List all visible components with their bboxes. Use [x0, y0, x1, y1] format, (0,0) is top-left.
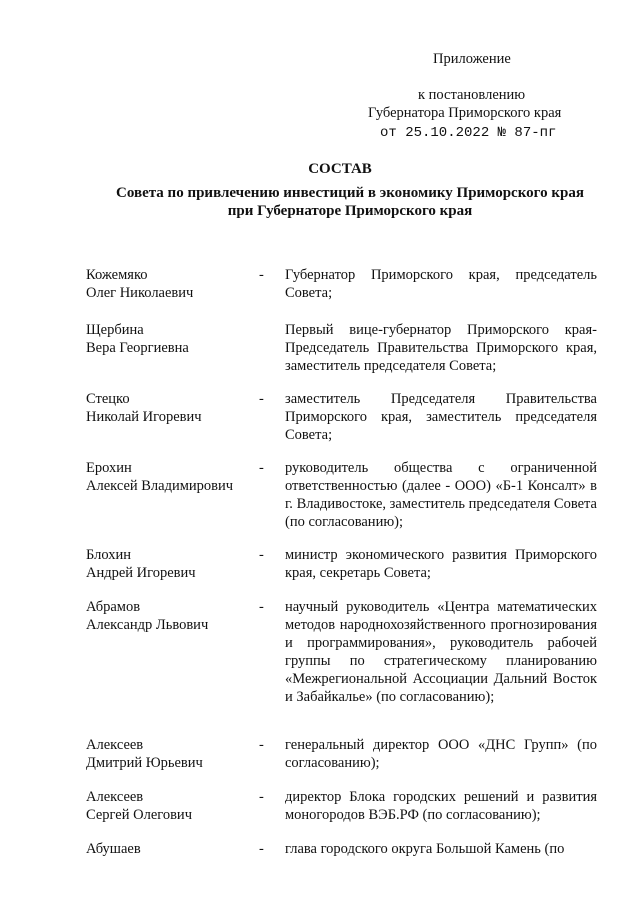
member-name: [86, 321, 256, 357]
member-role: заместитель Председателя Правительства Приморского края, заместитель председателя Совета;: [285, 391, 597, 443]
appendix-resolution: к постановлению: [418, 87, 526, 103]
member-dash: -: [259, 391, 264, 407]
member-role: генеральный директор ООО «ДНС Групп» (по согласованию);: [285, 737, 597, 771]
member-dash: -: [259, 737, 264, 753]
member-name: [86, 598, 256, 634]
member-role: Первый вице-губернатор Приморского края-Председатель Правительства Приморского края, заместитель председателя Совета;: [285, 322, 597, 374]
member-given-name: Александр Львович: [86, 617, 209, 633]
member-dash: -: [259, 267, 264, 283]
member-role: глава городского округа Большой Камень (по: [285, 841, 565, 857]
appendix-date-number: от 25.10.2022 № 87-пг: [380, 125, 557, 141]
appendix-governor: Губернатора Приморского края: [368, 105, 562, 121]
member-surname: Блохин: [86, 547, 132, 563]
document-heading: [0, 160, 640, 220]
member-given-name: Вера Георгиевна: [86, 340, 189, 356]
member-surname: Щербина: [86, 322, 144, 338]
member-surname: Кожемяко: [86, 267, 148, 283]
member-name: [86, 459, 256, 495]
member-name: [86, 788, 256, 824]
member-role: директор Блока городских решений и развития моногородов ВЭБ.РФ (по согласованию);: [285, 789, 597, 823]
member-surname: Стецко: [86, 391, 130, 407]
member-surname: Алексеев: [86, 789, 144, 805]
member-surname: Ерохин: [86, 460, 132, 476]
member-name: [86, 390, 256, 426]
member-name: [86, 840, 256, 858]
member-dash: -: [259, 599, 264, 615]
member-dash: -: [259, 841, 264, 857]
appendix-label: Приложение: [433, 51, 511, 67]
member-surname: Алексеев: [86, 737, 144, 753]
document-subtitle-line1: Совета по привлечению инвестиций в экономику Приморского края: [116, 185, 584, 201]
member-role: министр экономического развития Приморского края, секретарь Совета;: [285, 547, 597, 581]
member-role: научный руководитель «Центра математических методов народнохозяйственного прогнозирования и программирования», руководитель рабочей группы по стратегическому планированию «Межрегиональной Ассоциации Дальний Восток и Забайкалье» (по согласованию);: [285, 599, 597, 705]
member-surname: Абушаев: [86, 841, 141, 857]
member-role: руководитель общества с ограниченной ответственностью (далее - ООО) «Б-1 Консалт» в г. Владивостоке, заместитель председателя Совета (по согласованию);: [285, 460, 597, 530]
member-given-name: Николай Игоревич: [86, 409, 202, 425]
member-given-name: Андрей Игоревич: [86, 565, 196, 581]
member-role: Губернатор Приморского края, председатель Совета;: [285, 267, 597, 301]
member-given-name: Алексей Владимирович: [86, 478, 234, 494]
member-dash: -: [259, 460, 264, 476]
document-title: СОСТАВ: [308, 161, 372, 177]
member-dash: -: [259, 789, 264, 805]
member-name: [86, 546, 256, 582]
document-subtitle-line2: при Губернаторе Приморского края: [227, 203, 473, 219]
member-surname: Абрамов: [86, 599, 141, 615]
member-given-name: Сергей Олегович: [86, 807, 192, 823]
member-name: [86, 266, 256, 302]
member-name: [86, 736, 256, 772]
member-given-name: Олег Николаевич: [86, 285, 194, 301]
member-given-name: Дмитрий Юрьевич: [86, 755, 203, 771]
member-dash: -: [259, 547, 264, 563]
